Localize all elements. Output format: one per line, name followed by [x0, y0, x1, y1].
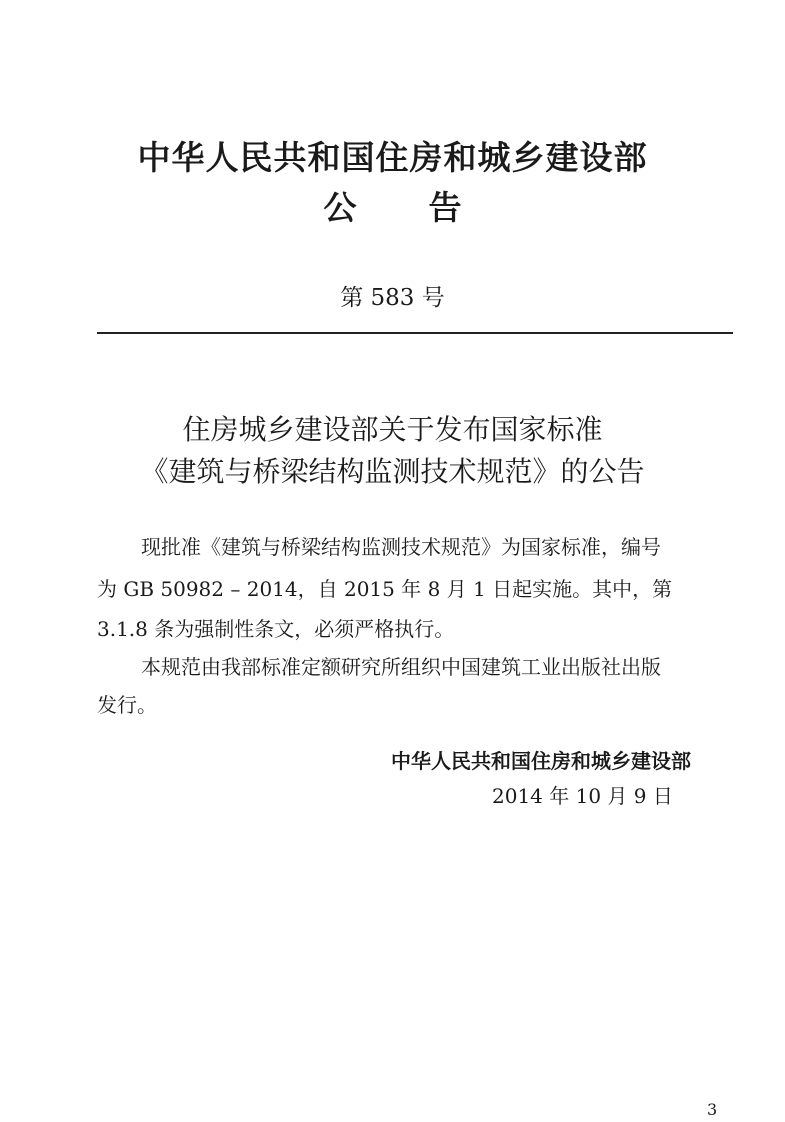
header-divider — [97, 332, 733, 334]
body-line: 发行。 — [97, 693, 157, 717]
document-type-char: 告 — [428, 188, 462, 227]
issuer-heading: 中华人民共和国住房和城乡建设部 — [137, 138, 648, 177]
body-line: 现批准《建筑与桥梁结构监测技术规范》为国家标准，编号 — [141, 535, 661, 559]
signature-date: 2014 年 10 月 9 日 — [492, 784, 673, 808]
announcement-title-line: 住房城乡建设部关于发布国家标准 — [182, 413, 603, 446]
signature-organization: 中华人民共和国住房和城乡建设部 — [391, 749, 691, 773]
body-line: 为 GB 50982 – 2014，自 2015 年 8 月 1 日起实施。其中，第 — [97, 577, 673, 601]
announcement-title-line: 《建筑与桥梁结构监测技术规范》的公告 — [140, 455, 645, 488]
body-line: 3.1.8 条为强制性条文，必须严格执行。 — [97, 617, 455, 641]
announcement-number: 第 583 号 — [340, 285, 445, 311]
body-line: 本规范由我部标准定额研究所组织中国建筑工业出版社出版 — [141, 655, 661, 679]
document-type-heading — [0, 184, 785, 232]
page-number: 3 — [707, 1100, 718, 1119]
document-type-char: 公 — [323, 188, 357, 227]
